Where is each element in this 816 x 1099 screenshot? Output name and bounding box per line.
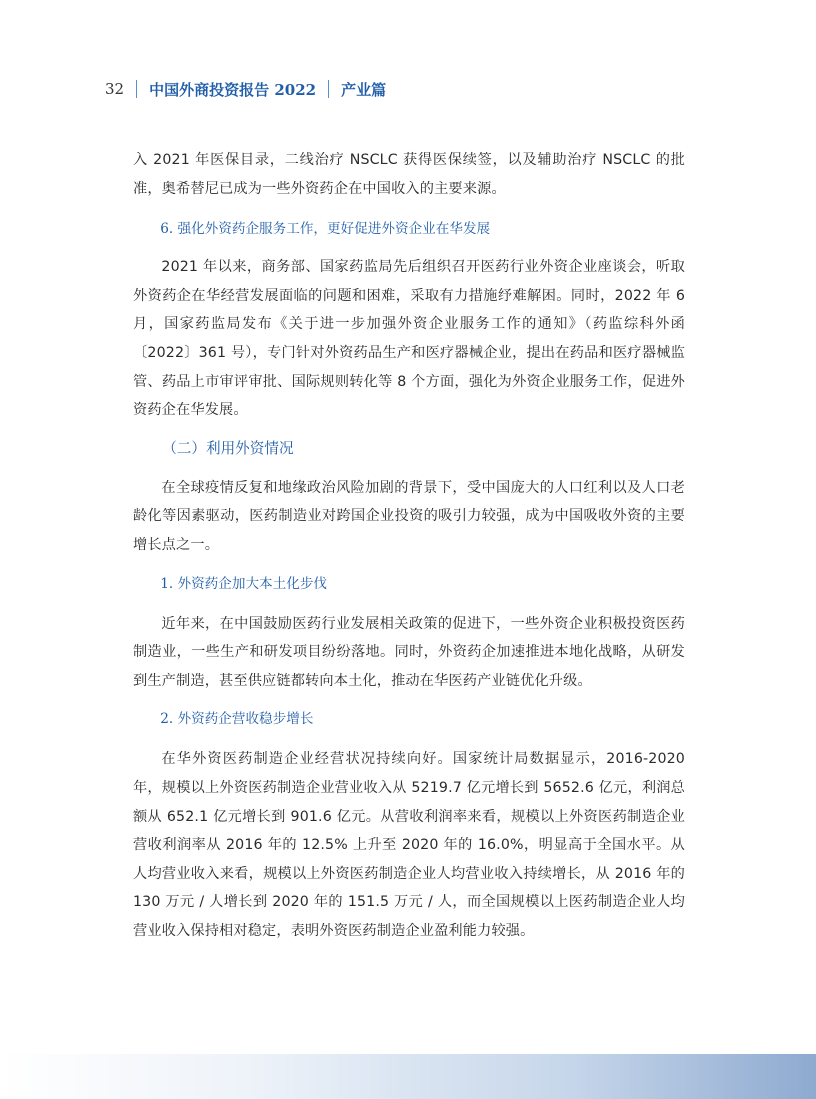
paragraph-continued: 入 2021 年医保目录，二线治疗 NSCLC 获得医保续签，以及辅助治疗 NSCLC 的批准，奥希替尼已成为一些外资药企在中国收入的主要来源。 [133,152,685,197]
page-content [133,146,685,945]
paragraph-foreign-investment: 在全球疫情反复和地缘政治风险加剧的背景下，受中国庞大的人口红利以及人口老龄化等因素驱动，医药制造业对跨国企业投资的吸引力较强，成为中国吸收外资的主要增长点之一。 [133,479,685,553]
running-header [105,76,386,102]
subheading-revenue-growth: 2. 外资药企营收稳步增长 [160,711,314,728]
subheading-service-work: 6. 强化外资药企服务工作，更好促进外资企业在华发展 [160,221,491,238]
header-divider [328,80,329,98]
subheading-localization: 1. 外资药企加大本土化步伐 [160,575,328,592]
section-heading-foreign-investment: （二）利用外资情况 [162,439,294,457]
paragraph-revenue-growth: 在华外资医药制造企业经营状况持续向好。国家统计局数据显示，2016-2020 年，规模以上外资医药制造企业营业收入从 5219.7 亿元增长到 5652.6 亿元，利润总额从 652.1 亿元增长到 901.6 亿元。从营收利润率来看，规模以上外资医药制造企业营收利润率从 2016 年的 12.5% 上升至 2020 年的 16.0%，明显高于全国水平。从人均营业收入来看，规模以上外资医药制造企业人均营业收入持续增长，从 2016 年的 130 万元 / 人增长到 2020 年的 151.5 万元 / 人，而全国规模以上医药制造企业人均营业收入保持相对稳定，表明外资医药制造企业盈利能力较强。 [133,751,685,939]
report-title: 中国外商投资报告 2022 [149,80,317,99]
footer-gradient-band [0,1054,816,1099]
section-name: 产业篇 [341,80,387,99]
header-divider [136,80,137,98]
paragraph-service-work: 2021 年以来，商务部、国家药监局先后组织召开医药行业外资企业座谈会，听取外资药企在华经营发展面临的问题和困难，采取有力措施纾难解困。同时，2022 年 6 月，国家药监局发布《关于进一步加强外资企业服务工作的通知》（药监综科外函〔2022〕361 号），专门针对外资药品生产和医疗器械企业，提出在药品和医疗器械监管、药品上市审评审批、国际规则转化等 8 个方面，强化为外资企业服务工作，促进外资药企在华发展。 [133,259,685,419]
paragraph-localization: 近年来，在中国鼓励医药行业发展相关政策的促进下，一些外资企业积极投资医药制造业，一些生产和研发项目纷纷落地。同时，外资药企加速推进本地化战略，从研发到生产制造，甚至供应链都转向本土化，推动在华医药产业链优化升级。 [133,615,685,689]
page-number: 32 [105,80,125,98]
